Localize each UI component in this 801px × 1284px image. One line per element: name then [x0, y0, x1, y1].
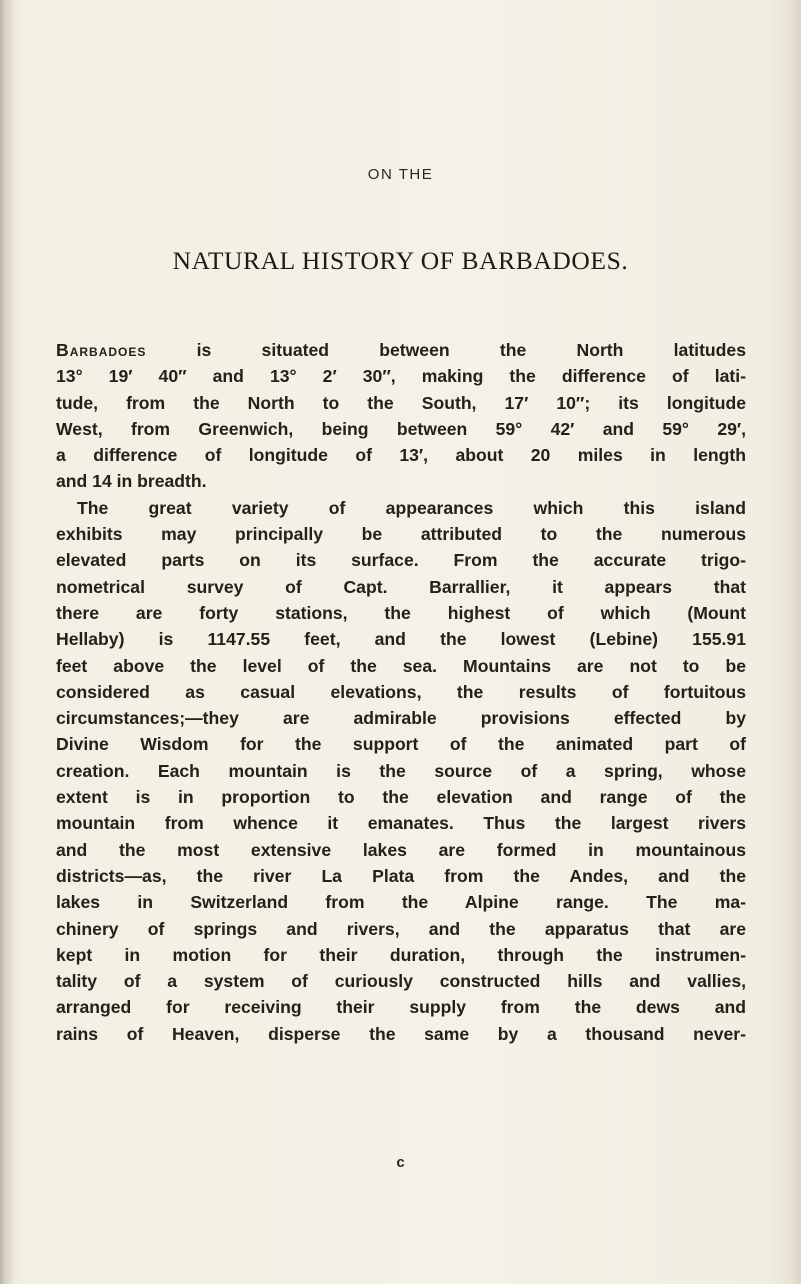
text-line: rains of Heaven, disperse the same by a thousand never-: [56, 1023, 746, 1044]
text-line: Hellaby) is 1147.55 feet, and the lowest (Lebine) 155.91: [56, 629, 746, 650]
text-line: West, from Greenwich, being between 59° 42′ and 59° 29′,: [56, 418, 746, 439]
heading-kicker: ON THE: [367, 166, 434, 183]
text-line: exhibits may principally be attributed to the numerous: [56, 524, 746, 545]
page-edge: [791, 0, 801, 1284]
text-line: Divine Wisdom for the support of the animated part of: [56, 734, 746, 755]
body-text: [56, 337, 746, 1047]
text-line: The great variety of appearances which this island: [77, 497, 746, 518]
text-line: tude, from the North to the South, 17′ 10″; its longitude: [56, 392, 746, 413]
text-line: a difference of longitude of 13′, about 20 miles in length: [56, 445, 746, 466]
text-line: circumstances;—they are admirable provisions effected by: [56, 708, 746, 729]
text-line: and 14 in breadth.: [56, 471, 207, 492]
text-line: chinery of springs and rivers, and the apparatus that are: [56, 918, 746, 939]
text-line: and the most extensive lakes are formed in mountainous: [56, 839, 746, 860]
text-line: 13° 19′ 40″ and 13° 2′ 30″, making the difference of lati-: [56, 366, 746, 387]
text-line: there are forty stations, the highest of which (Mount: [56, 602, 746, 623]
text-line: feet above the level of the sea. Mountains are not to be: [56, 655, 746, 676]
text-line: tality of a system of curiously constructed hills and vallies,: [56, 971, 746, 992]
page-title: NATURAL HISTORY OF BARBADOES.: [172, 246, 629, 275]
text-line: kept in motion for their duration, through the instrumen-: [56, 944, 746, 965]
text-line: Barbadoes is situated between the North latitudes: [56, 340, 746, 360]
text-line: creation. Each mountain is the source of a spring, whose: [56, 760, 746, 781]
text-line: nometrical survey of Capt. Barrallier, it appears that: [56, 576, 746, 597]
text-line: lakes in Switzerland from the Alpine range. The ma-: [56, 892, 746, 913]
text-line: arranged for receiving their supply from the dews and: [56, 997, 746, 1018]
text-line: extent is in proportion to the elevation and range of the: [56, 787, 746, 808]
text-line: considered as casual elevations, the results of fortuitous: [56, 681, 746, 702]
text-line: districts—as, the river La Plata from the Andes, and the: [56, 865, 746, 886]
text-line: elevated parts on its surface. From the accurate trigo-: [56, 550, 746, 571]
signature-mark: c: [396, 1154, 405, 1171]
lead-word: Barbadoes: [56, 340, 147, 360]
binding-gutter: [0, 0, 14, 1284]
text-line: mountain from whence it emanates. Thus the largest rivers: [56, 813, 746, 834]
